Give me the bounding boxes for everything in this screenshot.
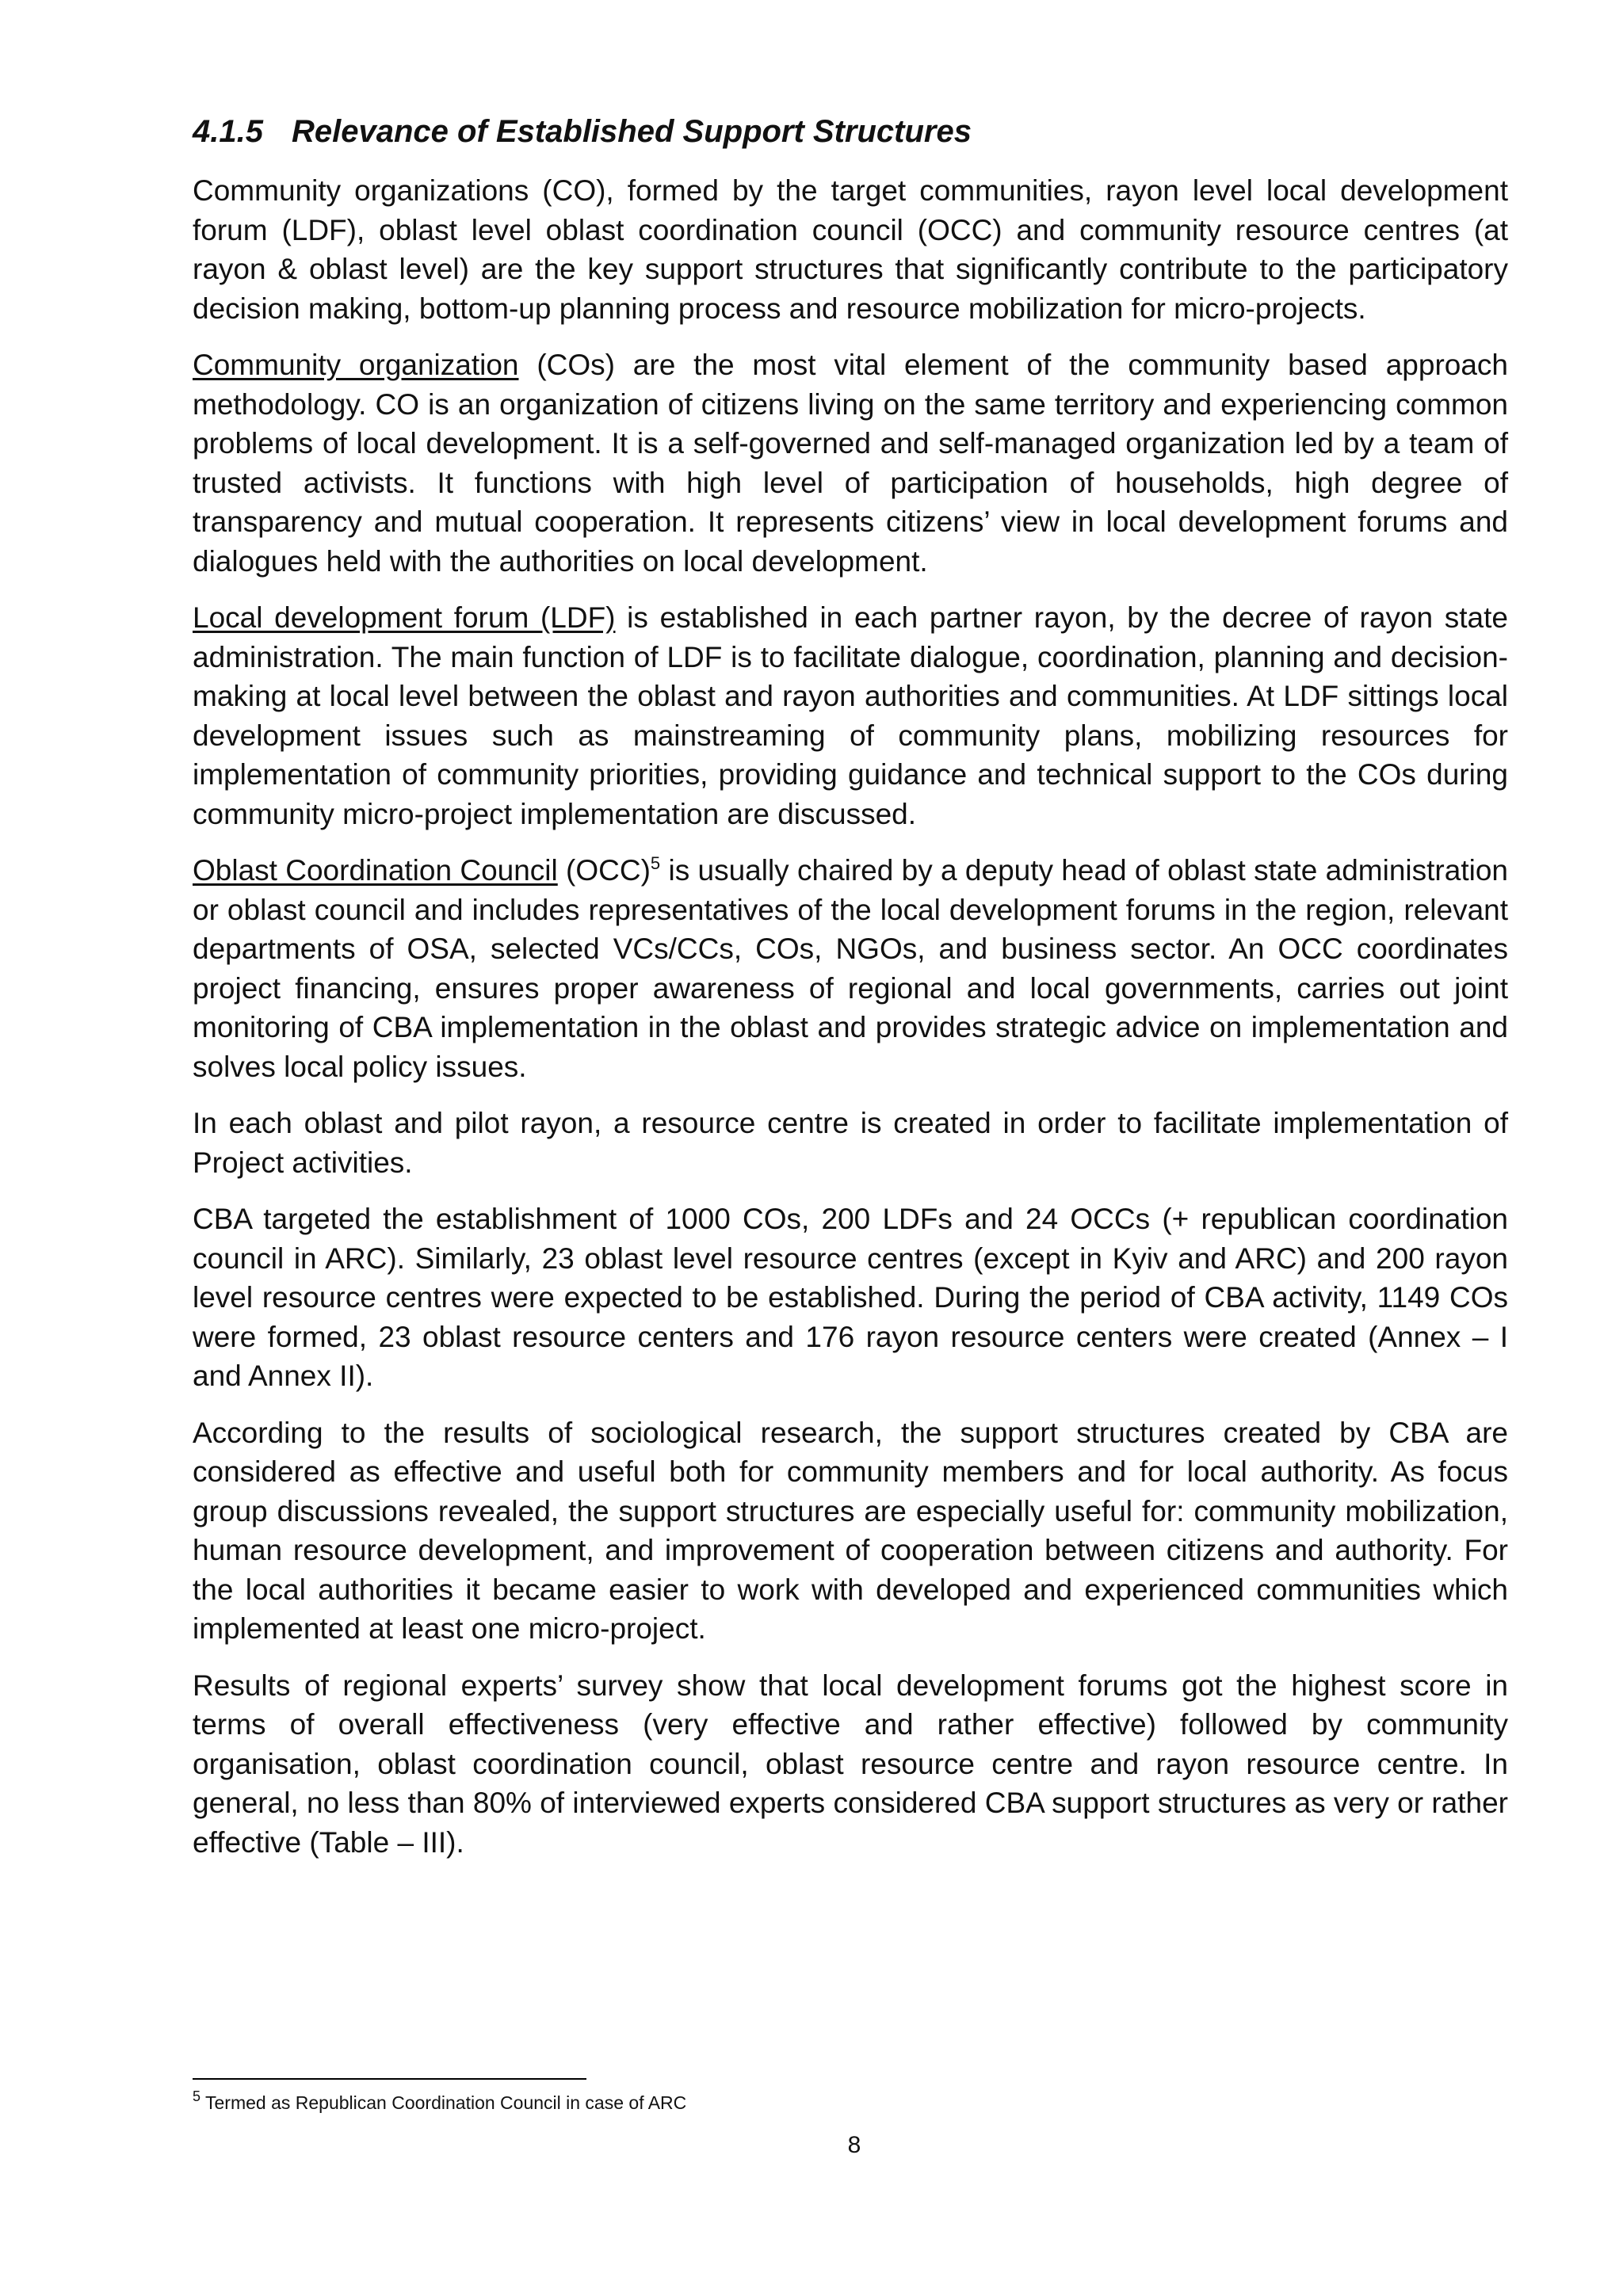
- page-body: [193, 111, 1508, 1879]
- term-community-organization: Community organization: [193, 349, 519, 381]
- paragraph-oblast-coordination-council: [193, 851, 1508, 1086]
- section-title: Relevance of Established Support Structures: [292, 114, 972, 149]
- occ-abbreviation: (OCC): [557, 854, 651, 887]
- section-heading: [193, 111, 1508, 152]
- term-local-development-forum: Local development forum (LDF): [193, 601, 616, 634]
- page-number: 8: [847, 2132, 861, 2158]
- footnote: [193, 2090, 686, 2115]
- paragraph-oblast-coordination-council-text: is usually chaired by a deputy head of oblast state administration or oblast council and includes representatives of the local development forums in the region, relevant departments of OSA, selected VCs/CCs, COs, NGOs, and business sector. An OCC coordinates project financing, ensures proper awareness of regional and local governments, carries out joint monitoring of CBA implementation in the oblast and provides strategic advice on implementation and solves local policy issues.: [193, 854, 1508, 1083]
- paragraph-community-organization-text: (COs) are the most vital element of the community based approach methodology. CO is an organization of citizens living on the same territory and experiencing common problems of local development. It is a self-governed and self-managed organization led by a team of trusted activists. It functions with high level of participation of households, high degree of transparency and mutual cooperation. It represents citizens’ view in local development forums and dialogues held with the authorities on local development.: [193, 349, 1508, 578]
- footnote-marker: 5: [193, 2088, 201, 2104]
- section-number: 4.1.5: [193, 114, 263, 149]
- paragraph-intro: Community organizations (CO), formed by the target communities, rayon level local development forum (LDF), oblast level oblast coordination council (OCC) and community resource centres (at rayon & oblast level) are the key support structures that significantly contribute to the participatory decision making, bottom-up planning process and resource mobilization for micro-projects.: [193, 174, 1508, 325]
- paragraph-local-development-forum-text: is established in each partner rayon, by the decree of rayon state administration. The main function of LDF is to facilitate dialogue, coordination, planning and decision-making at local level between the oblast and rayon authorities and communities. At LDF sittings local development issues such as mainstreaming of community plans, mobilizing resources for implementation of community priorities, providing guidance and technical support to the COs during community micro-project implementation are discussed.: [193, 601, 1508, 830]
- paragraph-experts-survey: Results of regional experts’ survey show that local development forums got the highest score in terms of overall effectiveness (very effective and rather effective) followed by community organisation, oblast coordination council, oblast resource centre and rayon resource centre. In general, no less than 80% of interviewed experts considered CBA support structures as very or rather effective (Table – III).: [193, 1669, 1508, 1859]
- paragraph-sociological-research: According to the results of sociological research, the support structures created by CBA are considered as effective and useful both for community members and for local authority. As focus group discussions revealed, the support structures are especially useful for: community mobilization, human resource development, and improvement of cooperation between citizens and authority. For the local authorities it became easier to work with developed and experienced communities which implemented at least one micro-project.: [193, 1416, 1508, 1645]
- footnote-separator: [193, 2078, 586, 2080]
- paragraph-targets: CBA targeted the establishment of 1000 COs, 200 LDFs and 24 OCCs (+ republican coordination council in ARC). Similarly, 23 oblast level resource centres (except in Kyiv and ARC) and 200 rayon level resource centres were expected to be established. During the period of CBA activity, 1149 COs were formed, 23 oblast resource centers and 176 rayon resource centers were created (Annex – I and Annex II).: [193, 1203, 1508, 1392]
- term-oblast-coordination-council: Oblast Coordination Council: [193, 854, 558, 887]
- footnote-text: Termed as Republican Coordination Council in case of ARC: [205, 2092, 687, 2113]
- paragraph-community-organization: [193, 345, 1508, 581]
- paragraph-local-development-forum: [193, 598, 1508, 833]
- footnote-reference[interactable]: 5: [650, 853, 661, 873]
- paragraph-resource-centre: In each oblast and pilot rayon, a resource centre is created in order to facilitate implementation of Project activities.: [193, 1107, 1508, 1179]
